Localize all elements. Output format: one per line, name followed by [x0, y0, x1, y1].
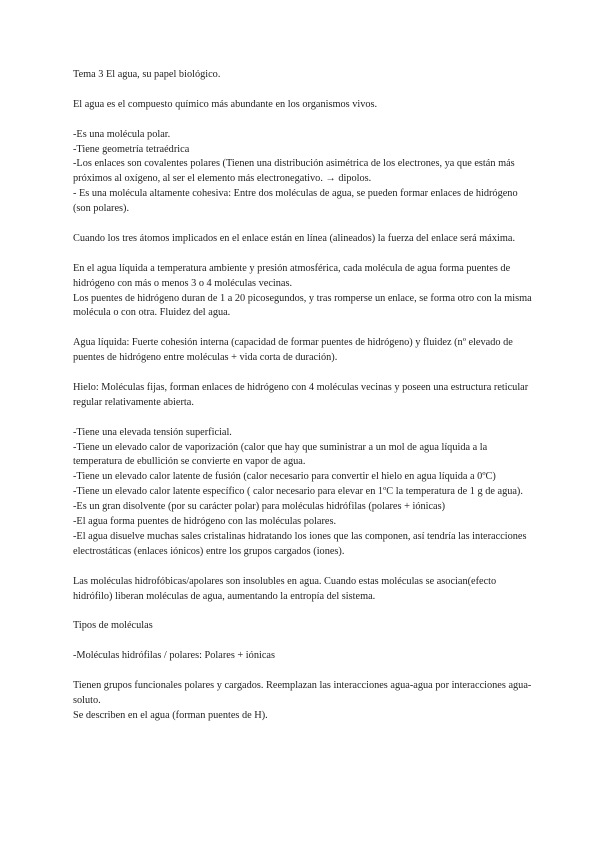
hydrophilic-description: Se describen en el agua (forman puentes de H). — [73, 709, 268, 721]
hydrophilic-description: Tienen grupos funcionales polares y cargados. Reemplazan las interacciones agua-agua por interacciones agua-soluto. — [73, 679, 532, 706]
spacer — [73, 634, 533, 649]
property-item: -Es una molécula polar. — [73, 128, 171, 140]
characteristic-item: -Tiene un elevado calor latente específico ( calor necesario para elevar en 1ºC la temperatura de 1 g de agua). — [73, 486, 523, 498]
spacer — [73, 664, 533, 679]
liquid-water-paragraph: En el agua líquida a temperatura ambiente y presión atmosférica, cada molécula de agua forma puentes de hidrógeno con más o menos 3 o 4 moléculas vecinas. — [73, 262, 511, 289]
spacer — [73, 560, 533, 575]
spacer — [73, 366, 533, 381]
spacer — [73, 113, 533, 128]
liquid-water-summary: Agua líquida: Fuerte cohesión interna (capacidad de formar puentes de hidrógeno) y fluidez (nº elevado de puentes de hidrógeno entre moléculas + vida corta de duración). — [73, 337, 513, 364]
hydrophilic-heading: -Moléculas hidrófilas / polares: Polares + iónicas — [73, 650, 275, 662]
document-page — [73, 68, 533, 724]
intro-paragraph: El agua es el compuesto químico más abundante en los organismos vivos. — [73, 98, 378, 110]
property-item: -Tiene geometría tetraédrica — [73, 143, 190, 155]
molecule-types-heading: Tipos de moléculas — [73, 620, 153, 632]
characteristic-item: -El agua forma puentes de hidrógeno con las moléculas polares. — [73, 516, 337, 528]
liquid-water-paragraph: Los puentes de hidrógeno duran de 1 a 20 picosegundos, y tras romperse un enlace, se forma otro con la misma molécula o con otra. Fluidez del agua. — [73, 292, 532, 319]
spacer — [73, 605, 533, 620]
characteristic-item: -Tiene una elevada tensión superficial. — [73, 426, 232, 438]
characteristic-item: -El agua disuelve muchas sales cristalinas hidratando los iones que las componen, así tendría las interacciones electrostáticas (enlaces iónicos) entre los grupos cargados (iones). — [73, 530, 527, 557]
bond-alignment-paragraph: Cuando los tres átomos implicados en el enlace están en línea (alineados) la fuerza del enlace será máxima. — [73, 232, 516, 244]
ice-paragraph: Hielo: Moléculas fijas, forman enlaces de hidrógeno con 4 moléculas vecinas y poseen una estructura reticular regular relativamente abierta. — [73, 381, 529, 408]
spacer — [73, 217, 533, 232]
property-item: -Los enlaces son covalentes polares (Tienen una distribución asimétrica de los electrones, ya que están más próximos al oxígeno, al ser el elemento más electronegativo. → dipolos. — [73, 158, 515, 185]
document-title: Tema 3 El agua, su papel biológico. — [73, 69, 221, 80]
spacer — [73, 83, 533, 98]
hydrophobic-paragraph: Las moléculas hidrofóbicas/apolares son insolubles en agua. Cuando estas moléculas se asocian(efecto hidrófilo) liberan moléculas de agua, aumentando la entropía del sistema. — [73, 575, 497, 602]
spacer — [73, 247, 533, 262]
spacer — [73, 411, 533, 426]
spacer — [73, 321, 533, 336]
characteristic-item: -Es un gran disolvente (por su carácter polar) para moléculas hidrófilas (polares + iónicas) — [73, 501, 446, 513]
property-item: - Es una molécula altamente cohesiva: Entre dos moléculas de agua, se pueden formar enlaces de hidrógeno (son polares). — [73, 188, 518, 215]
characteristic-item: -Tiene un elevado calor latente de fusión (calor necesario para convertir el hielo en agua líquida a 0ºC) — [73, 471, 496, 483]
characteristic-item: -Tiene un elevado calor de vaporización (calor que hay que suministrar a un mol de agua líquida a la temperatura de ebullición se convierte en vapor de agua. — [73, 441, 488, 468]
